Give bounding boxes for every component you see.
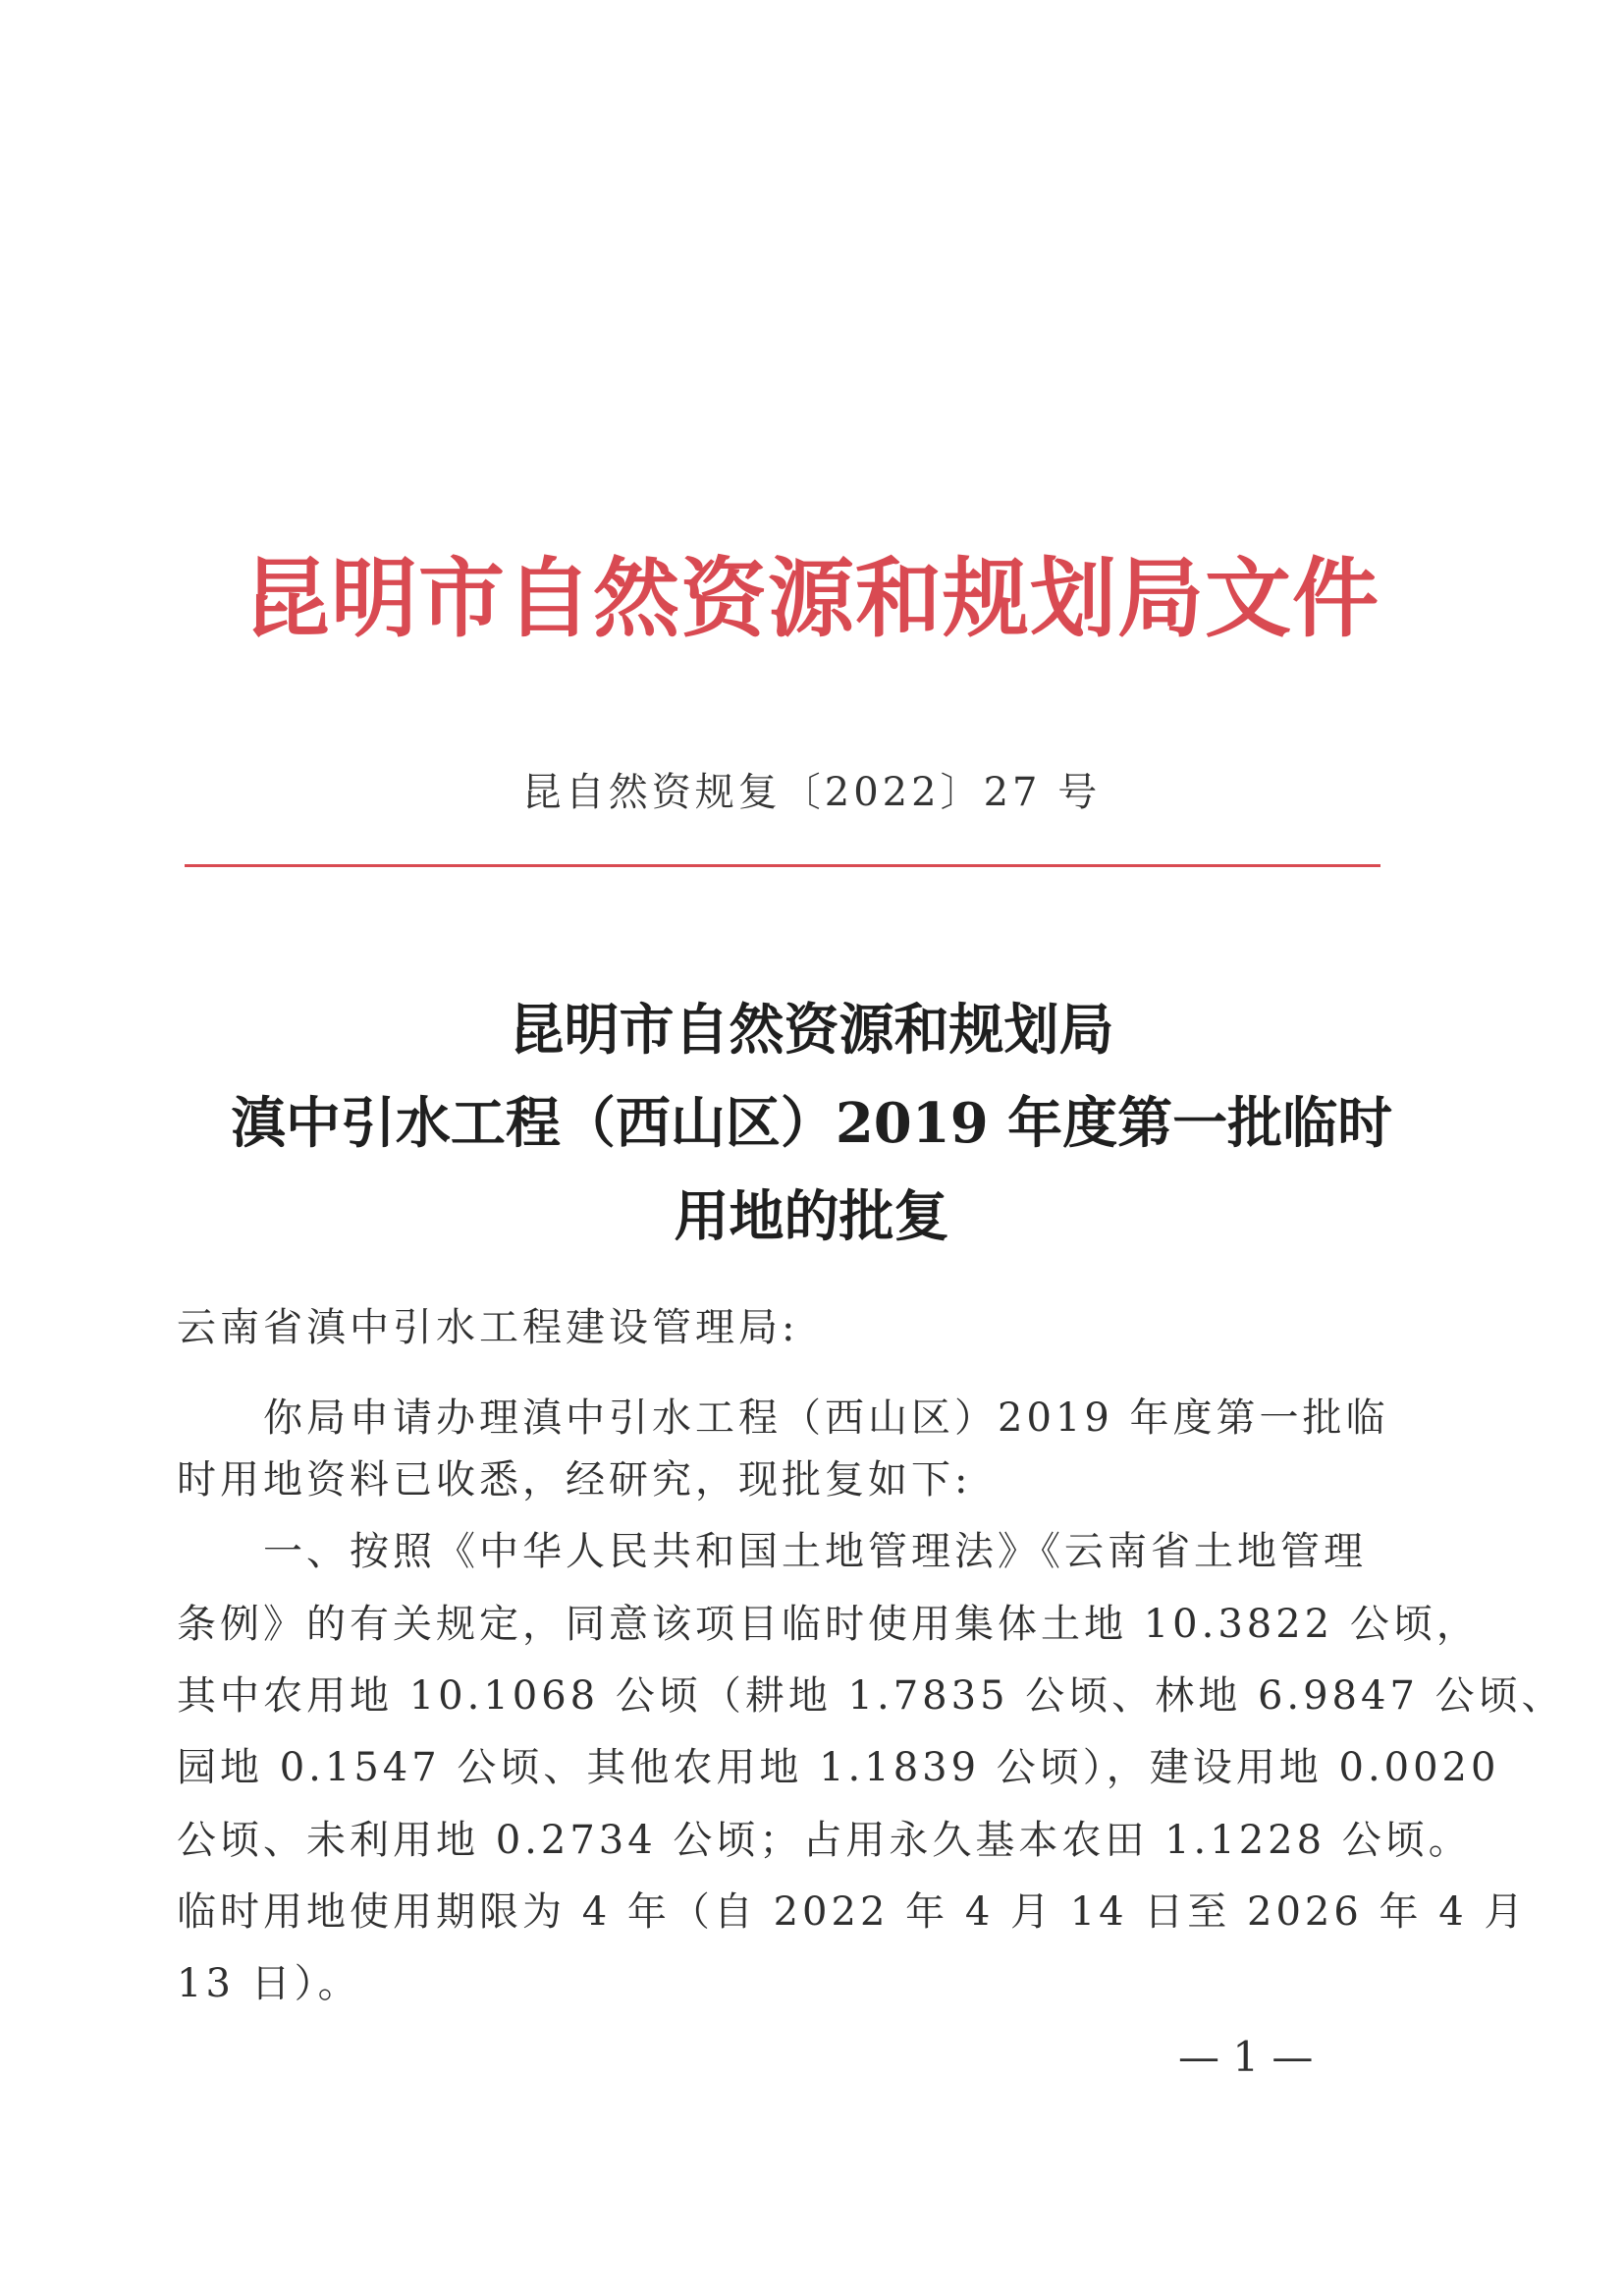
page-number: — 1 —: [1178, 2033, 1314, 2081]
document-title-line-2: 滇中引水工程（西山区）2019 年度第一批临时: [230, 1091, 1393, 1156]
body-paragraph-1-line-1: 你局申请办理滇中引水工程（西山区）2019 年度第一批临: [263, 1395, 1389, 1441]
body-paragraph-2-line-6: 临时用地使用期限为 4 年（自 2022 年 4 月 14 日至 2026 年 4 月: [177, 1889, 1528, 1935]
body-paragraph-2-line-1: 一、按照《中华人民共和国土地管理法》《云南省土地管理: [263, 1529, 1367, 1574]
body-paragraph-2-line-7: 13 日）。: [177, 1961, 361, 2006]
document-title-line-1: 昆明市自然资源和规划局: [509, 998, 1114, 1063]
red-divider-line: [185, 864, 1380, 867]
body-paragraph-2-line-2: 条例》的有关规定，同意该项目临时使用集体土地 10.3822 公顷，: [177, 1602, 1480, 1647]
document-title-line-3: 用地的批复: [674, 1184, 949, 1249]
body-paragraph-2-line-3: 其中农用地 10.1068 公顷（耕地 1.7835 公顷、林地 6.9847 公顷、: [177, 1673, 1565, 1719]
document-number: 昆自然资规复〔2022〕27 号: [521, 770, 1102, 815]
body-paragraph-2-line-5: 公顷、未利用地 0.2734 公顷；占用永久基本农田 1.1228 公顷。: [177, 1818, 1472, 1863]
body-paragraph-1-line-2: 时用地资料已收悉，经研究，现批复如下:: [177, 1457, 972, 1503]
body-paragraph-2-line-4: 园地 0.1547 公顷、其他农用地 1.1839 公顷），建设用地 0.0020: [177, 1745, 1500, 1790]
masthead: 昆明市自然资源和规划局文件: [243, 547, 1380, 649]
addressee: 云南省滇中引水工程建设管理局:: [177, 1305, 799, 1350]
